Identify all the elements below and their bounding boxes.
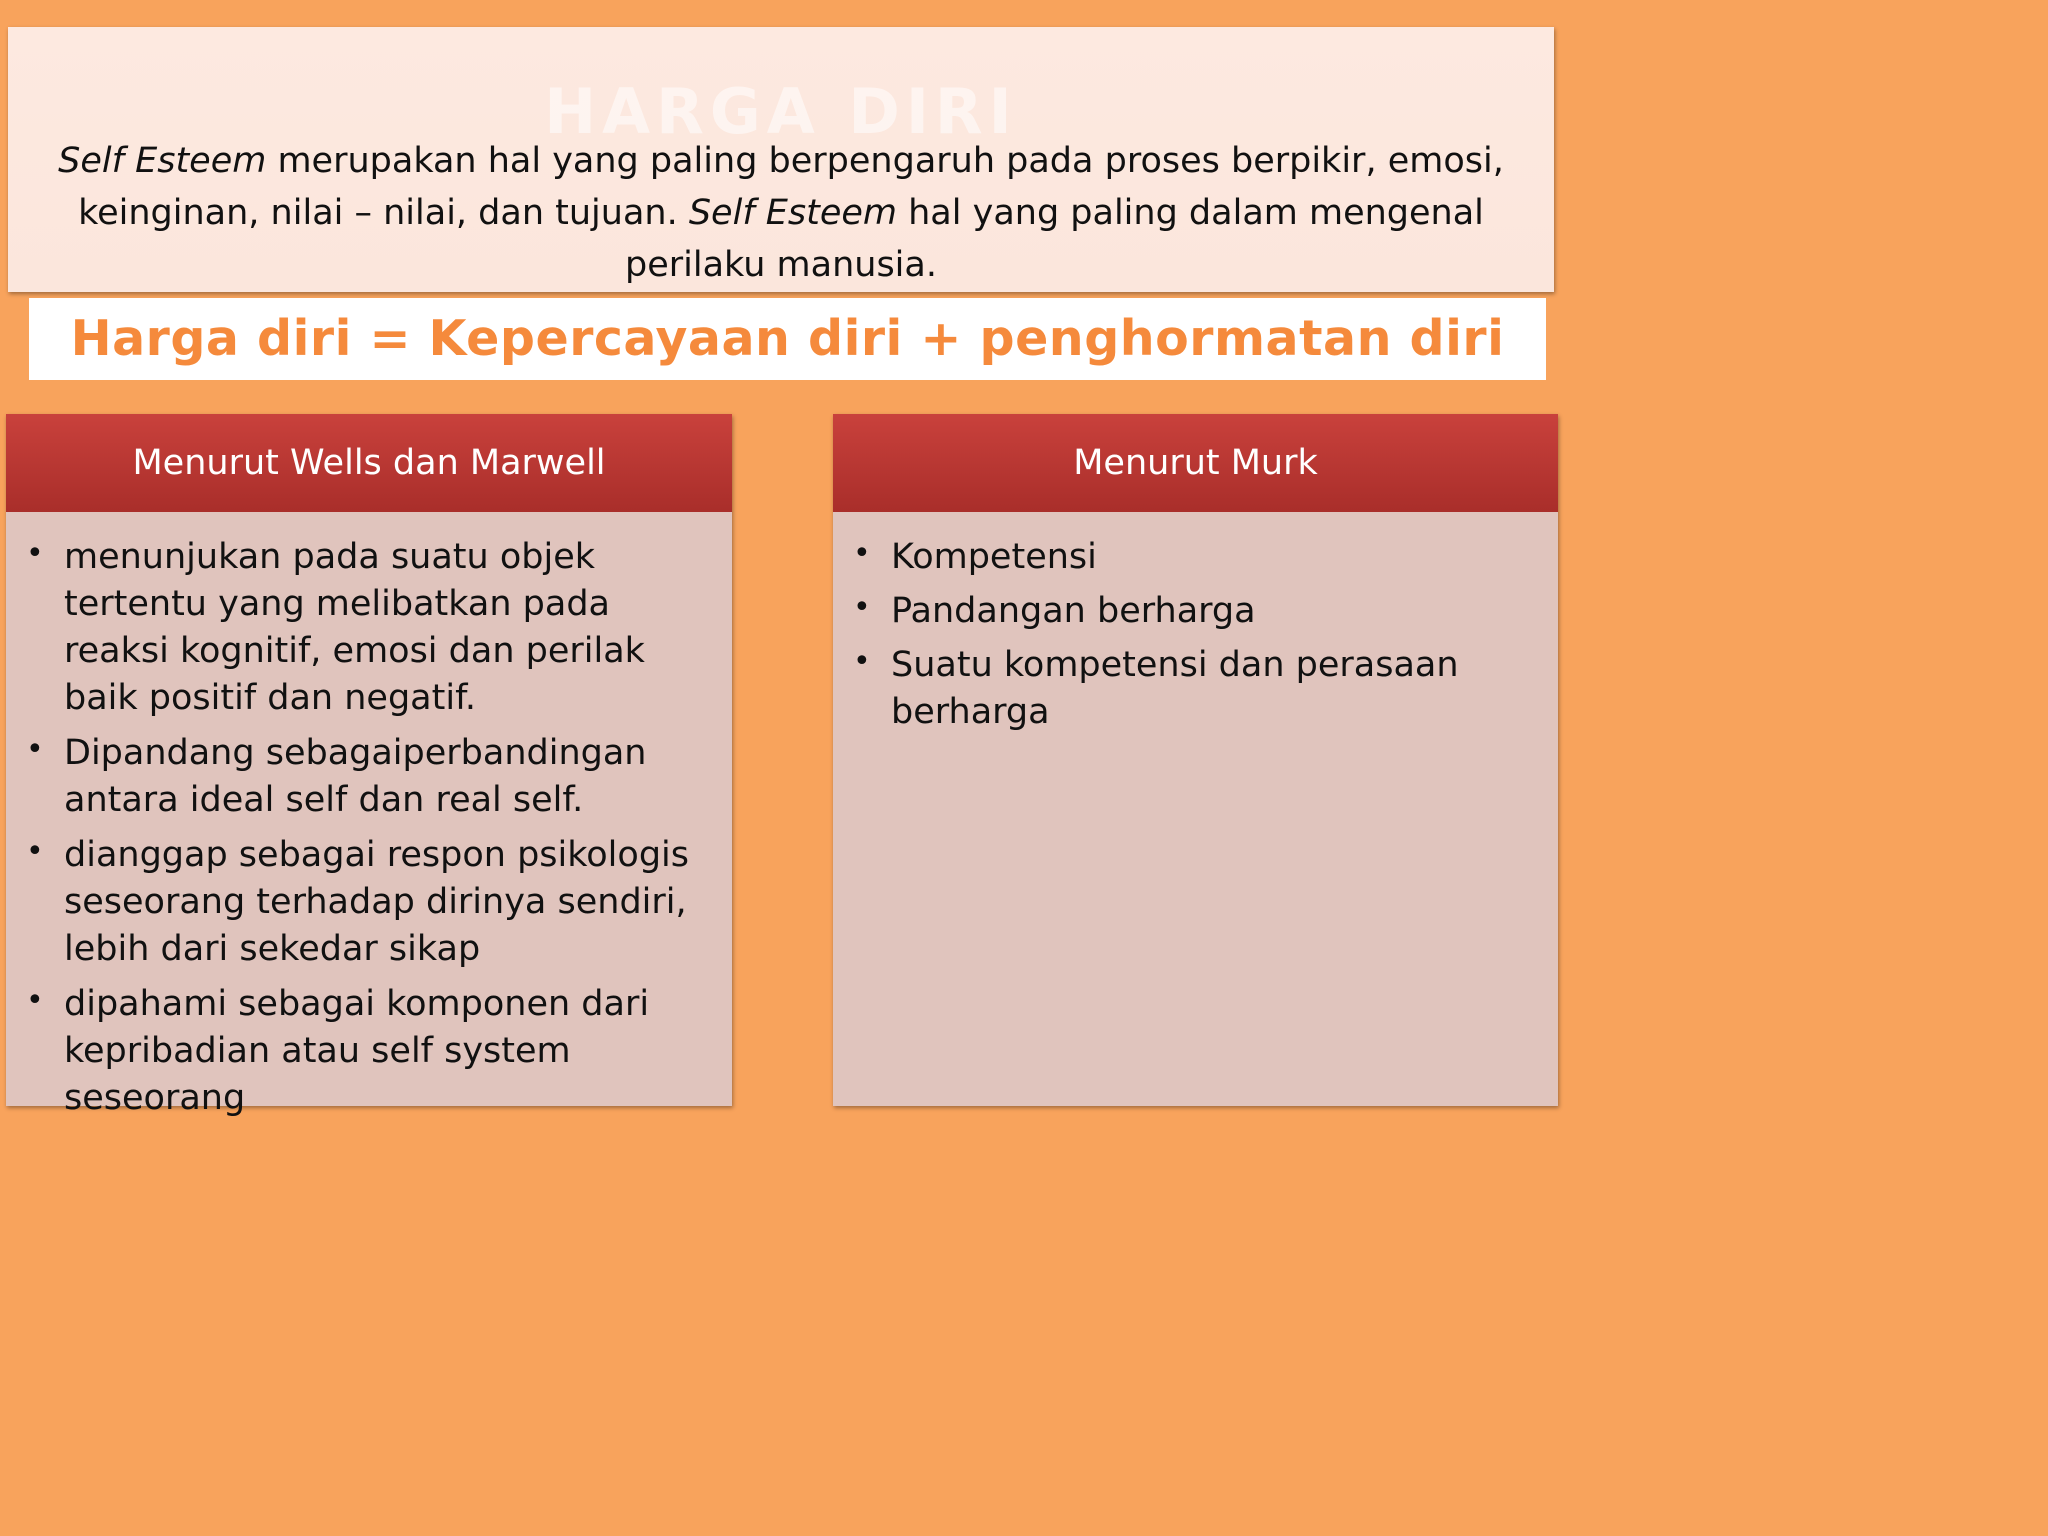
list-item (833, 642, 1538, 736)
list-item-text: Kompetensi (891, 537, 1097, 577)
list-item-text: Dipandang sebagaiperbandingan antara ideal self dan real self. (64, 733, 647, 820)
bullet-icon: • (26, 732, 44, 767)
bullet-icon: • (853, 536, 871, 571)
wells-marwell-panel (6, 414, 732, 1118)
bullet-icon: • (26, 834, 44, 869)
list-item (6, 730, 712, 824)
murk-panel (833, 414, 1558, 1106)
murk-list (833, 512, 1558, 736)
list-item-text: menunjukan pada suatu objek tertentu yang melibatkan pada reaksi kognitif, emosi dan perilak baik positif dan negatif. (64, 537, 645, 718)
self-esteem-term-2: Self Esteem (688, 193, 897, 233)
formula-box (29, 298, 1546, 380)
intro-text-part-2: hal yang paling dalam mengenal perilaku manusia. (625, 193, 1484, 285)
list-item (833, 534, 1538, 581)
murk-header: Menurut Murk (833, 414, 1558, 512)
list-item (6, 981, 712, 1122)
slide-title: HARGA DIRI (544, 75, 1018, 148)
list-item (6, 832, 712, 973)
wells-marwell-list (6, 512, 732, 1122)
formula-text: Harga diri = Kepercayaan diri + penghormatan diri (70, 310, 1505, 367)
list-item (6, 534, 712, 722)
intro-paragraph (28, 135, 1534, 291)
intro-box (8, 27, 1554, 292)
list-item-text: dipahami sebagai komponen dari kepribadian atau self system seseorang (64, 984, 650, 1118)
bullet-icon: • (26, 983, 44, 1018)
list-item-text: Pandangan berharga (891, 591, 1256, 631)
list-item (833, 588, 1538, 635)
intro-text-part-1: merupakan hal yang paling berpengaruh pada proses berpikir, emosi, keinginan, nilai – nilai, dan tujuan. (78, 141, 1504, 233)
self-esteem-term-1: Self Esteem (58, 141, 267, 181)
wells-marwell-header: Menurut Wells dan Marwell (6, 414, 732, 512)
list-item-text: Suatu kompetensi dan perasaan berharga (891, 645, 1459, 732)
list-item-text: dianggap sebagai respon psikologis seseorang terhadap dirinya sendiri, lebih dari sekedar sikap (64, 835, 689, 969)
bullet-icon: • (853, 590, 871, 625)
bullet-icon: • (26, 536, 44, 571)
bullet-icon: • (853, 644, 871, 679)
